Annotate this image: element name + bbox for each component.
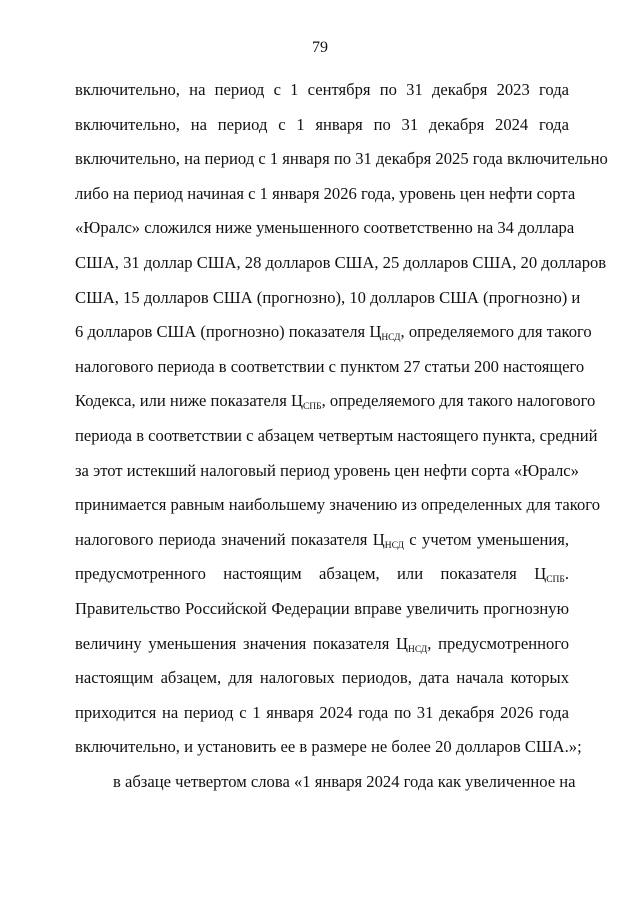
text-line: настоящим абзацем, для налоговых периодов, дата начала которых [75, 668, 569, 688]
text-fragment: , предусмотренного [427, 633, 569, 653]
text-line: включительно, на период с 1 сентября по 31 декабря 2023 года [75, 80, 569, 99]
text-line: либо на период начиная с 1 января 2026 года, уровень цен нефти сорта [75, 183, 576, 203]
text-fragment: . [564, 564, 569, 584]
text-line: включительно, и установить ее в размере не более 20 долларов США.»; [75, 737, 582, 757]
subscript-spb: СПБ [546, 575, 565, 586]
text-line: принимается равным наибольшему значению из определенных для такого [75, 495, 600, 515]
text-line: Правительство Российской Федерации вправе увеличить прогнозную [75, 598, 569, 618]
text-line [75, 557, 569, 592]
text-line: периода в соответствии с абзацем четвертым настоящего пункта, средний [75, 425, 598, 445]
text-line: США, 31 доллар США, 28 долларов США, 25 долларов США, 20 долларов [75, 252, 607, 272]
subscript-nsd: НСД [381, 333, 401, 344]
text-line: налогового периода в соответствии с пунктом 27 статьи 200 настоящего [75, 356, 585, 376]
text-fragment: , определяемого для такого налогового [321, 391, 596, 411]
text-fragment: Кодекса, или ниже показателя Ц [75, 391, 303, 411]
text-line [75, 384, 596, 419]
text-fragment: предусмотренного настоящим абзацем, или показателя Ц [75, 564, 547, 584]
text-line: «Юралс» сложился ниже уменьшенного соответственно на 34 доллара [75, 218, 575, 238]
text-line: включительно, на период с 1 января по 31 декабря 2025 года включительно [75, 149, 608, 169]
text-line [75, 523, 569, 558]
text-fragment: 6 долларов США (прогнозно) показателя Ц [75, 322, 382, 342]
subscript-spb: СПБ [302, 402, 322, 413]
page-number: 79 [312, 39, 328, 56]
document-body [75, 73, 608, 799]
text-line: включительно, на период с 1 января по 31 декабря 2024 года [75, 114, 569, 134]
subscript-nsd: НСД [408, 644, 428, 655]
text-line: приходится на период с 1 января 2024 года по 31 декабря 2026 года [75, 702, 569, 722]
text-line: США, 15 долларов США (прогнозно), 10 долларов США (прогнозно) и [75, 287, 581, 307]
text-fragment: с учетом уменьшения, [403, 529, 569, 549]
text-fragment: , определяемого для такого [400, 322, 592, 342]
text-fragment: налогового периода значений показателя Ц [75, 529, 385, 549]
text-line: за этот истекший налоговый период уровень цен нефти сорта «Юралс» [75, 460, 579, 480]
text-line [75, 627, 569, 662]
text-fragment: величину уменьшения значения показателя Ц [75, 633, 409, 653]
text-line [75, 315, 592, 350]
subscript-nsd: НСД [384, 540, 404, 551]
text-line: в абзаце четвертом слова «1 января 2024 года как увеличенное на [113, 771, 576, 791]
